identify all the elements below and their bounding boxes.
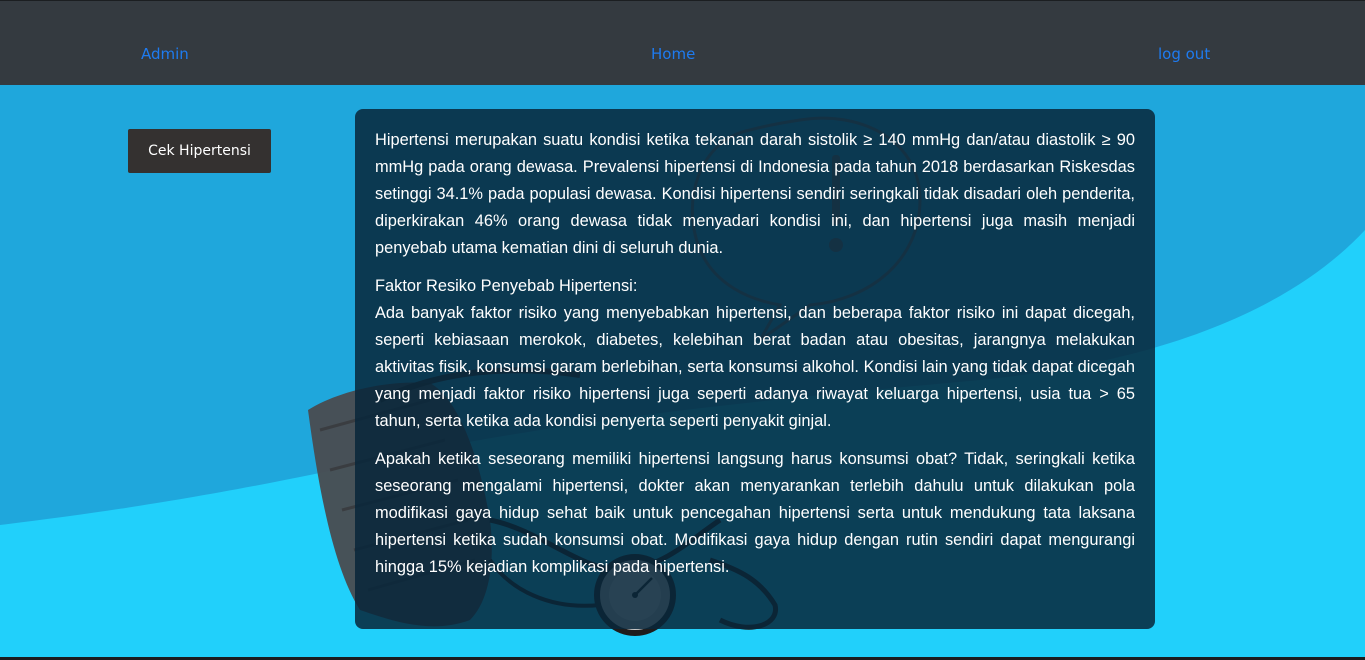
nav-logout-link[interactable]: log out bbox=[1158, 45, 1211, 63]
cek-hipertensi-button[interactable]: Cek Hipertensi bbox=[128, 129, 271, 173]
nav-admin-link[interactable]: Admin bbox=[141, 45, 189, 63]
treatment-paragraph: Apakah ketika seseorang memiliki hipertensi langsung harus konsumsi obat? Tidak, seringkali ketika seseorang mengalami hipertensi, dokter akan menyarankan terlebih dahulu untuk dilakukan pola modifikasi gaya hidup sehat baik untuk pencegahan hipertensi serta untuk mendukung tata laksana hipertensi ketika sudah konsumsi obat. Modifikasi gaya hidup dengan rutin sendiri dapat mengurangi hingga 15% kejadian komplikasi pada hipertensi. bbox=[375, 450, 1135, 576]
intro-paragraph: Hipertensi merupakan suatu kondisi ketika tekanan darah sistolik ≥ 140 mmHg dan/atau diastolik ≥ 90 mmHg pada orang dewasa. Prevalensi hipertensi di Indonesia pada tahun 2018 berdasarkan Riskesdas setinggi 34.1% pada populasi dewasa. Kondisi hipertensi sendiri seringkali tidak disadari oleh penderita, diperkirakan 46% orang dewasa tidak menyadari kondisi ini, dan hipertensi juga masih menjadi penyebab utama kematian dini di seluruh dunia. bbox=[375, 131, 1135, 257]
nav-home-link[interactable]: Home bbox=[651, 45, 696, 63]
risk-factors-heading: Faktor Resiko Penyebab Hipertensi: bbox=[375, 277, 638, 295]
hypertension-info-card bbox=[355, 109, 1155, 629]
top-navbar bbox=[0, 0, 1365, 85]
risk-factors-text: Ada banyak faktor risiko yang menyebabkan hipertensi, dan beberapa faktor risiko ini dapat dicegah, seperti kebiasaan merokok, diabetes, kelebihan berat badan atau obesitas, jarangnya melakukan aktivitas fisik, konsumsi garam berlebihan, serta konsumsi alkohol. Kondisi lain yang tidak dapat dicegah yang menjadi faktor risiko hipertensi juga seperti adanya riwayat keluarga hipertensi, usia tua > 65 tahun, serta ketika ada kondisi penyerta seperti penyakit ginjal. bbox=[375, 304, 1135, 430]
risk-factors-section bbox=[375, 273, 1135, 435]
